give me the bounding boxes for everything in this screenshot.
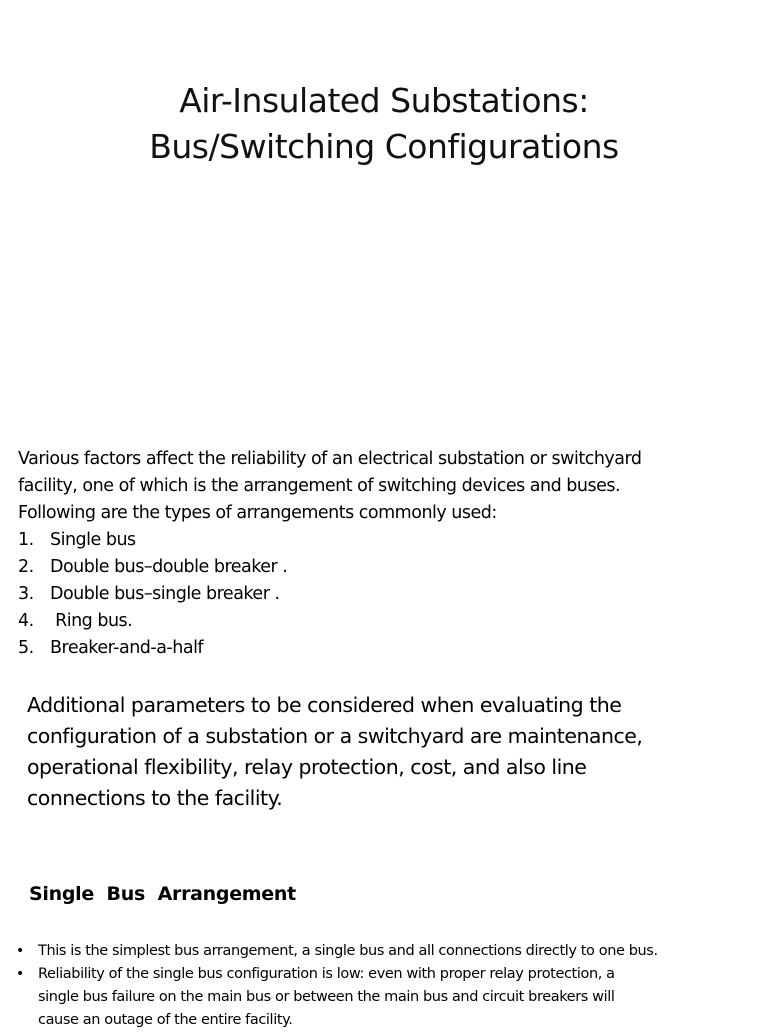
bullet-list xyxy=(16,940,756,1032)
list-item-label: Single bus xyxy=(50,530,136,550)
list-item-label: Double bus–single breaker . xyxy=(50,584,280,604)
bullet-text xyxy=(38,963,615,1032)
params-line-2: configuration of a substation or a switchyard are maintenance, xyxy=(27,724,643,748)
params-line-4: connections to the facility. xyxy=(27,786,283,810)
list-item-number: 4. xyxy=(18,611,34,631)
arrangement-list xyxy=(18,527,758,662)
bullet-item xyxy=(16,963,756,1032)
bullet-line: Reliability of the single bus configuration is low: even with proper relay protection, a xyxy=(38,966,615,982)
additional-parameters-paragraph xyxy=(27,690,747,814)
page-title xyxy=(0,78,768,170)
list-item xyxy=(18,527,758,554)
bullet-text xyxy=(38,940,658,963)
bullet-marker: • xyxy=(16,943,24,959)
list-item-number: 1. xyxy=(18,530,34,550)
bullet-marker: • xyxy=(16,966,24,982)
list-item xyxy=(18,554,758,581)
list-item-label: Ring bus. xyxy=(50,611,133,631)
intro-line-2: facility, one of which is the arrangement of switching devices and buses. xyxy=(18,476,621,496)
intro-line-3: Following are the types of arrangements commonly used: xyxy=(18,503,497,523)
params-line-3: operational flexibility, relay protection, cost, and also line xyxy=(27,755,587,779)
list-item xyxy=(18,635,758,662)
bullet-item xyxy=(16,940,756,963)
title-line-2: Bus/Switching Configurations xyxy=(149,127,619,166)
bullet-line: This is the simplest bus arrangement, a single bus and all connections directly to one bus. xyxy=(38,943,658,959)
intro-line-1: Various factors affect the reliability of an electrical substation or switchyard xyxy=(18,449,642,469)
params-line-1: Additional parameters to be considered when evaluating the xyxy=(27,693,622,717)
list-item-label: Double bus–double breaker . xyxy=(50,557,288,577)
list-item-label: Breaker-and-a-half xyxy=(50,638,204,658)
title-line-1: Air-Insulated Substations: xyxy=(179,81,589,120)
list-item xyxy=(18,608,758,635)
section-heading: Single Bus Arrangement xyxy=(29,883,296,905)
list-item xyxy=(18,581,758,608)
list-item-number: 2. xyxy=(18,557,34,577)
bullet-line: single bus failure on the main bus or between the main bus and circuit breakers will xyxy=(38,989,615,1005)
list-item-number: 5. xyxy=(18,638,34,658)
bullet-line: cause an outage of the entire facility. xyxy=(38,1012,293,1028)
list-item-number: 3. xyxy=(18,584,34,604)
intro-section xyxy=(18,446,758,662)
